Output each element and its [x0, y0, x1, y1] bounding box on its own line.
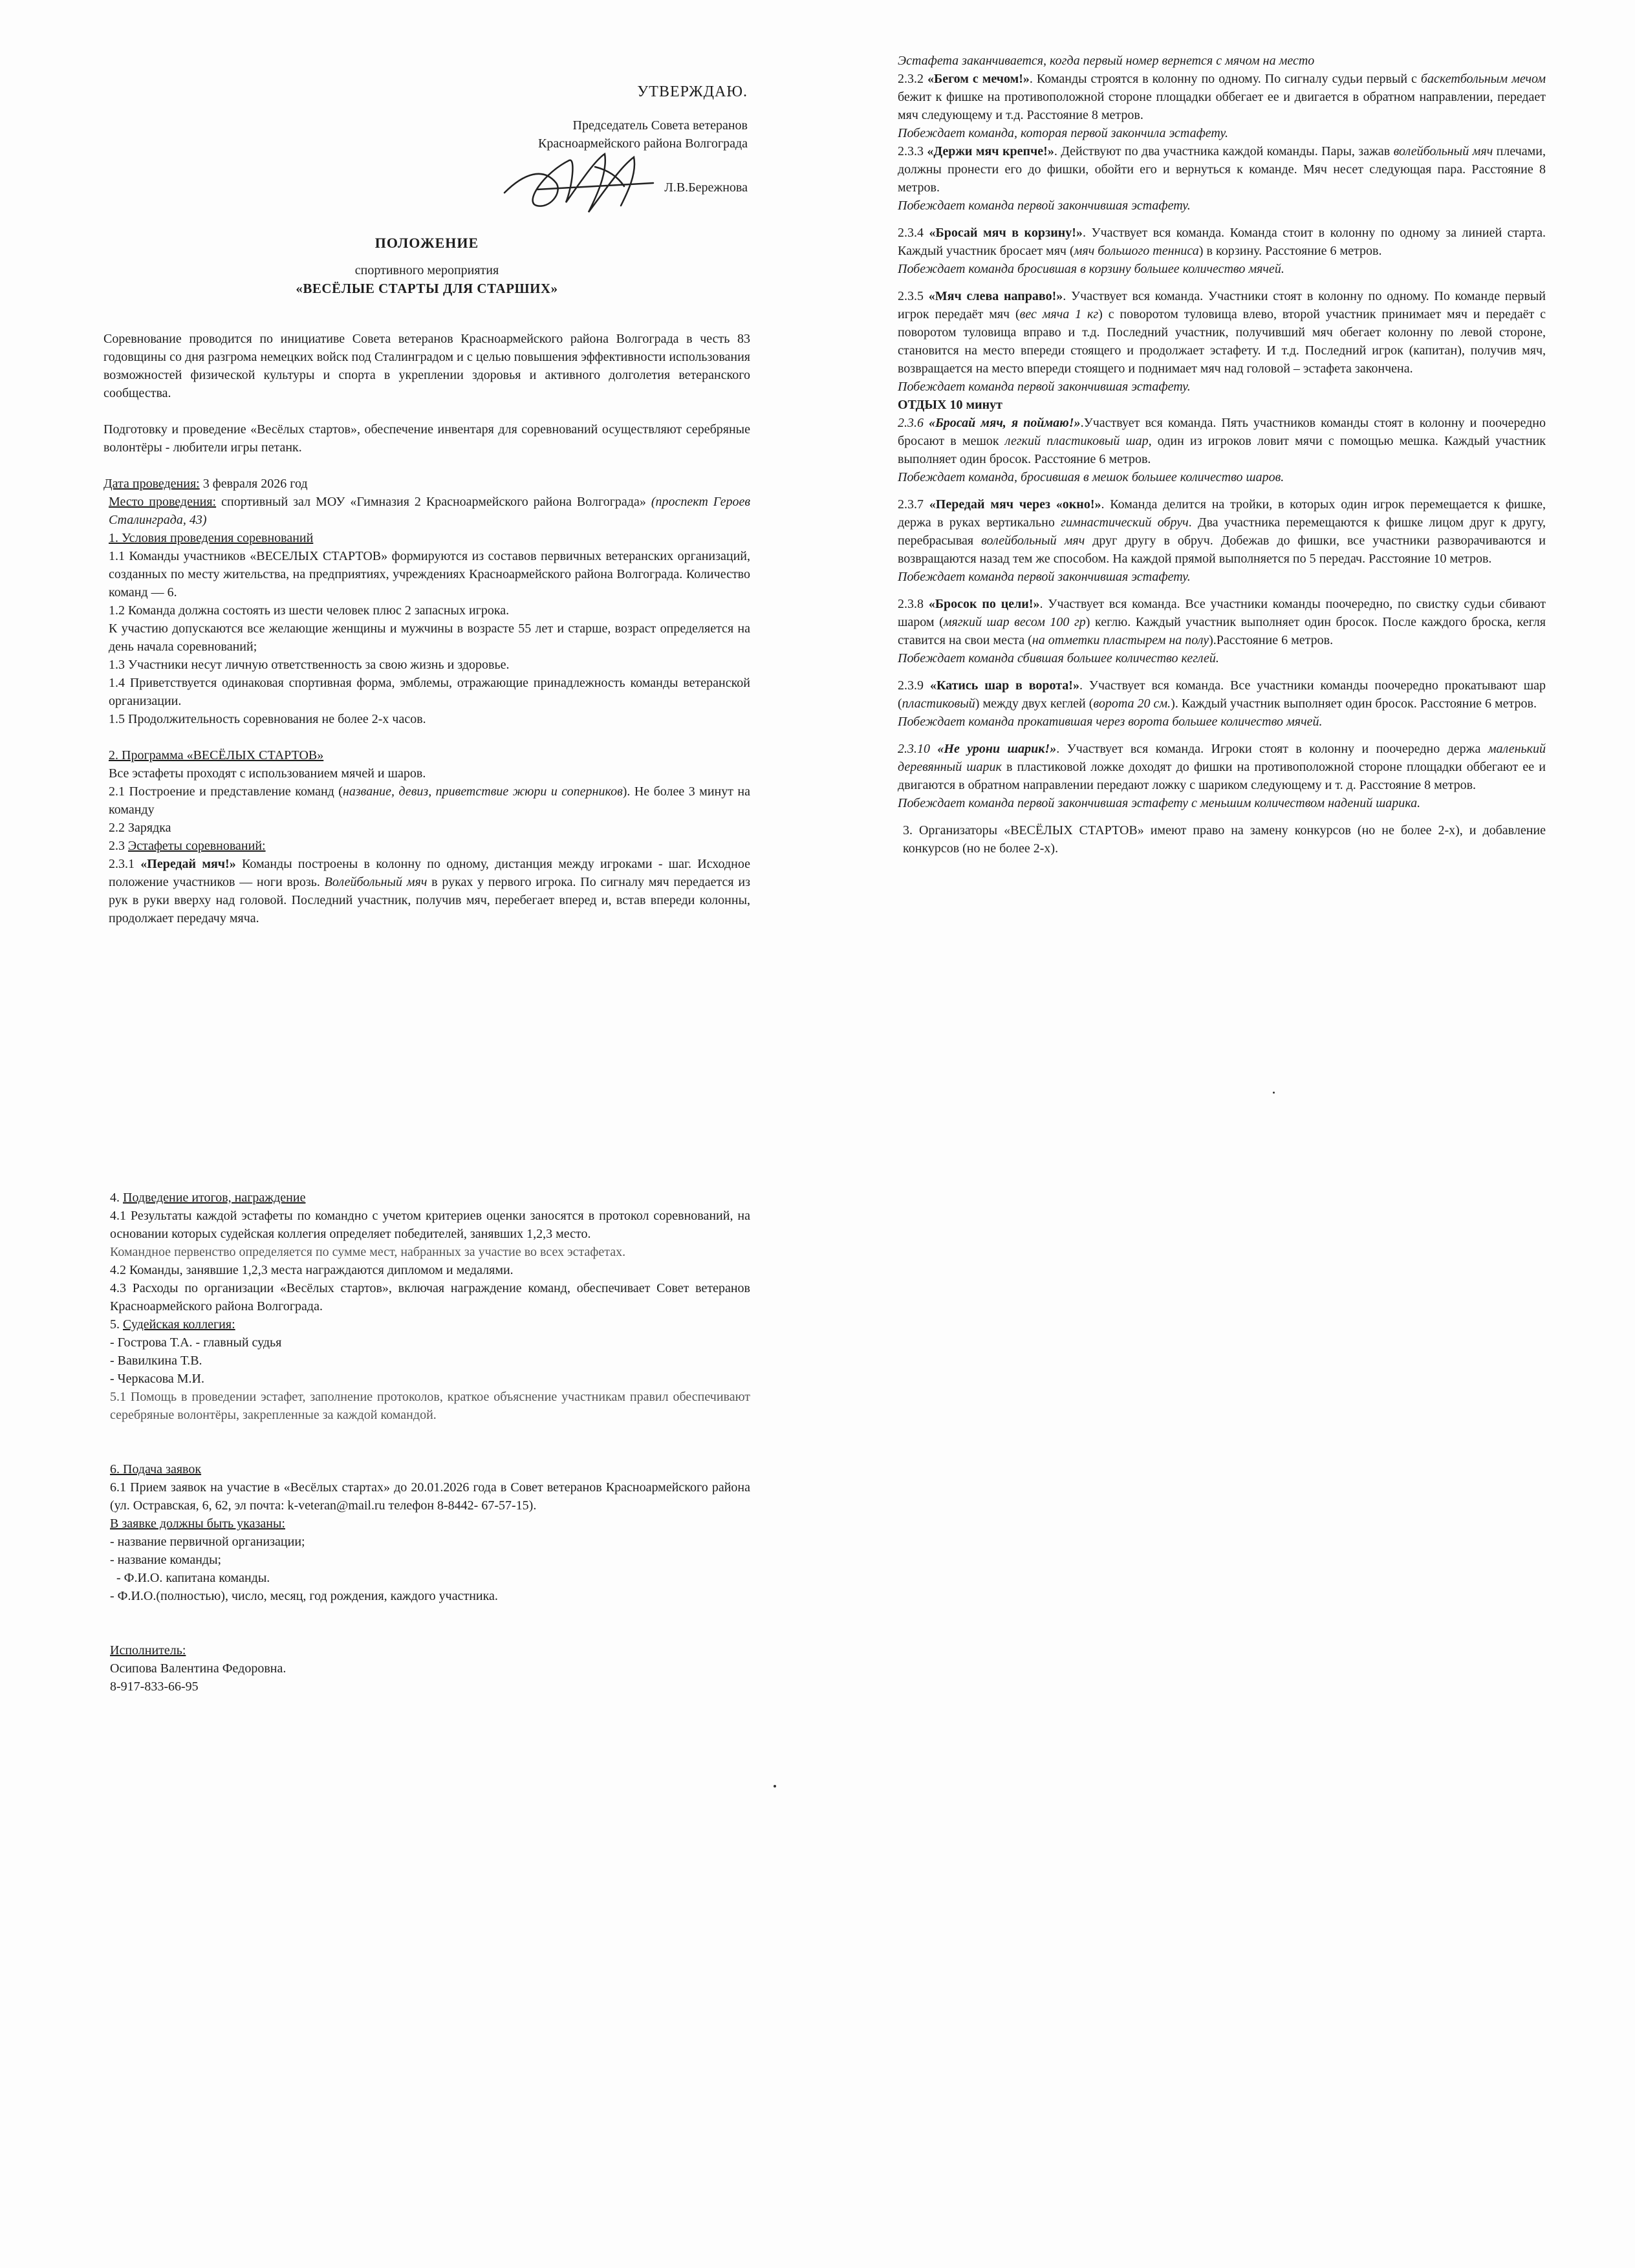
section3-text: 3. Организаторы «ВЕСЁЛЫХ СТАРТОВ» имеют право на замену конкурсов (но не более 2-х), и добавление конкурсов (но не более 2-х).: [903, 823, 1546, 856]
relay-2-3-7: [898, 495, 1546, 568]
section2-intro: Все эстафеты проходят с использованием мячей и шаров.: [109, 766, 426, 781]
application-item-4: - Ф.И.О.(полностью), число, месяц, год рождения, каждого участника.: [110, 1589, 498, 1603]
section2-item-3-num: 2.3: [109, 839, 128, 853]
relay-2-3-5-text1: . Участвует вся команда. Участники стоят в колонну по одному. По команде первый игрок передаёт мяч (: [898, 289, 1546, 321]
section1-item-4: 1.4 Приветствуется одинаковая спортивная форма, эмблемы, отражающие принадлежность команды ветеранской организации.: [109, 676, 750, 708]
left-column-top: [103, 330, 750, 927]
relay-2-3-1-italic: Волейбольный мяч: [324, 875, 428, 889]
section2-item-3-heading: Эстафеты соревнований:: [128, 839, 266, 853]
executor-label: Исполнитель:: [110, 1643, 186, 1658]
judge-1: - Гострова Т.А. - главный судья: [110, 1335, 282, 1350]
relay-2-3-3-text2: плечами, должны пронести его до фишки, обойти его и вернуться к команде. Мяч несет следующая пара. Расстояние 8 метров.: [898, 144, 1546, 195]
section1-item-5: 1.5 Продолжительность соревнования не более 2-х часов.: [109, 712, 426, 726]
section4-num: 4.: [110, 1191, 123, 1205]
approver-name: Л.В.Бережнова: [664, 180, 748, 195]
application-item-2: - название команды;: [110, 1553, 222, 1567]
relay-2-3-5-italic: вес мяча 1 кг: [1019, 307, 1099, 321]
section5-title: Судейская коллегия:: [123, 1317, 235, 1332]
date-label: Дата проведения:: [103, 477, 200, 491]
relay-2-3-6-winner: Побеждает команда, бросившая в мешок большее количество шаров.: [898, 470, 1284, 484]
relay-2-3-10-num: 2.3.10: [898, 742, 938, 756]
judge-2: - Вавилкина Т.В.: [110, 1354, 202, 1368]
relay-2-3-5-name: «Мяч слева направо!»: [928, 289, 1063, 303]
scan-speck: [1273, 1092, 1275, 1094]
relay-2-3-10-name: «Не урони шарик!»: [937, 742, 1057, 756]
relay-2-3-7-num: 2.3.7: [898, 497, 929, 512]
section6-heading: 6. Подача заявок: [110, 1462, 202, 1476]
relay-2-3-7-text3: друг другу в обруч. Добежав до фишки, все участники разворачиваются и возвращаются назад тем же способом. На каждой прямой выполняется по 5 передач. Расстояние 10 метров.: [898, 534, 1546, 566]
relay-2-3-3-winner: Побеждает команда первой закончившая эстафету.: [898, 199, 1191, 213]
relay-2-3-5-num: 2.3.5: [898, 289, 929, 303]
signature-icon: [498, 147, 660, 219]
section2-item-1: [103, 783, 750, 819]
intro-volunteers: Подготовку и проведение «Весёлых стартов», обеспечение инвентаря для соревнований осуществляют серебряные волонтёры - любители игры петанк.: [103, 422, 750, 455]
approve-label: УТВЕРЖДАЮ.: [637, 83, 748, 100]
relay-2-3-2-text1: . Команды строятся в колонну по одному. По сигналу судьи первый с: [1029, 72, 1421, 86]
relay-2-3-9-text2: ) между двух кеглей (: [975, 697, 1094, 711]
relay-2-3-4-num: 2.3.4: [898, 226, 929, 240]
relay-2-3-10-text1: . Участвует вся команда. Игроки стоят в колонну и поочередно держа: [1056, 742, 1488, 756]
relay-2-3-10-winner: Побеждает команда первой закончившая эстафету с меньшим количеством надений шарика.: [898, 796, 1421, 810]
rest-break: ОТДЫХ 10 минут: [898, 398, 1002, 412]
relay-2-3-8-name: «Бросок по цели!»: [928, 597, 1040, 611]
relay-2-3-8-num: 2.3.8: [898, 597, 929, 611]
relay-2-3-8-italic1: мягкий шар весом 100 гр: [943, 615, 1086, 629]
judge-3: - Черкасова М.И.: [110, 1372, 204, 1386]
relay-2-3-9-italic1: пластиковый: [902, 697, 975, 711]
event-date: [103, 475, 750, 493]
relay-2-3-4-name: «Бросай мяч в корзину!»: [929, 226, 1083, 240]
date-value: 3 февраля 2026 год: [199, 477, 308, 491]
section2-item-1-italic: название, девиз, приветствие жюри и соперников: [342, 784, 623, 799]
section4-item-1b: Командное первенство определяется по сумме мест, набранных за участие во всех эстафетах.: [110, 1245, 626, 1259]
section2-heading: 2. Программа «ВЕСЁЛЫХ СТАРТОВ»: [109, 748, 324, 762]
relay-2-3-2-num: 2.3.2: [898, 72, 927, 86]
relay-2-3-3-name: «Держи мяч крепче!»: [927, 144, 1054, 158]
section4-item-1: 4.1 Результаты каждой эстафеты по командно с учетом критериев оценки заносятся в протокол соревнований, на основании которых судейская коллегия определяет победителей, занявших 1,2,3 место.: [110, 1209, 750, 1241]
section1-item-2b: К участию допускаются все желающие женщины и мужчины в возрасте 55 лет и старше, возраст определяется на день начала соревнований;: [109, 621, 750, 654]
relay-2-3-7-text2: . Два участника перемещаются к фишке лицом друг к другу, перебрасывая: [898, 515, 1546, 548]
place-label: Место проведения:: [109, 495, 217, 509]
relay-2-3-8-text3: ).Расстояние 6 метров.: [1209, 633, 1334, 647]
title-heading: ПОЛОЖЕНИЕ: [374, 235, 479, 251]
section1-item-3: 1.3 Участники несут личную ответственность за свою жизнь и здоровье.: [109, 658, 510, 672]
executor-name: Осипова Валентина Федоровна.: [110, 1661, 287, 1676]
section2-item-1-end: ). Не более 3 минут на команду: [109, 784, 750, 817]
relay-2-3-2-winner: Побеждает команда, которая первой закончила эстафету.: [898, 126, 1228, 140]
relay-2-3-1-num: 2.3.1: [109, 857, 141, 871]
relay-2-3-1-text1: Команды построены в колонну по одному, дистанция между игроками - шаг. Исходное положение участников — ноги врозь.: [109, 857, 750, 889]
relay-2-3-9-text1: . Участвует вся команда. Все участники команды поочередно прокатывают шар (: [898, 678, 1546, 711]
relay-2-3-3-text1: . Действуют по два участника каждой команды. Пары, зажав: [1054, 144, 1394, 158]
relay-2-3-4-winner: Побеждает команда бросившая в корзину большее количество мячей.: [898, 262, 1284, 276]
relay-2-3-6: [898, 414, 1546, 468]
section2-item-2: 2.2 Зарядка: [109, 821, 171, 835]
approver-position-line1: Председатель Совета ветеранов: [572, 118, 748, 133]
place-value: спортивный зал МОУ «Гимназия 2 Красноармейского района Волгограда»: [216, 495, 651, 509]
relay-2-3-6-text2: , один из игроков ловит мячи с помощью мешка. Каждый участник выполняет один бросок. Расстояние 6 метров.: [898, 434, 1546, 466]
section5-heading: [110, 1315, 750, 1334]
relay-2-3-5-text2: ) с поворотом туловища влево, второй участник принимает мяч и передаёт с поворотом туловища вправо и т.д. Последний участник, получивший мяч обегает колонну по левой стороне, становится на место впереди стоящего и продолжает эстафету. И т.д. Последний игрок (капитан), получив мяч, возвращается на место впереди стоящего и поднимает мяч над головой – эстафета закончена.: [898, 307, 1546, 376]
relay-2-3-7-italic2: волейбольный мяч: [981, 534, 1085, 548]
right-column: [898, 52, 1546, 858]
event-name: «ВЕСЁЛЫЕ СТАРТЫ ДЛЯ СТАРШИХ»: [296, 281, 558, 296]
section1-item-1: 1.1 Команды участников «ВЕСЕЛЫХ СТАРТОВ» формируются из составов первичных ветеранских организаций, созданных по месту жительства, на предприятиях, учреждениях Красноармейского района Волгограда. Количество команд — 6.: [109, 549, 750, 599]
application-item-3: - Ф.И.О. капитана команды.: [110, 1571, 270, 1585]
intro-paragraph: Соревнование проводится по инициативе Совета ветеранов Красноармейского района Волгограда в честь 83 годовщины со дня разгрома немецких войск под Сталинградом и с целью повышения эффективности использования возможностей физической культуры и спорта в укреплении здоровья и активного долголетия ветеранского сообщества.: [103, 332, 750, 400]
section1-item-2: 1.2 Команда должна состоять из шести человек плюс 2 запасных игрока.: [109, 603, 510, 618]
relay-2-3-1-name: «Передай мяч!»: [140, 857, 236, 871]
relay-2-3-6-num: 2.3.6: [898, 416, 929, 430]
relay-2-3-6-italic: легкий пластиковый шар: [1004, 434, 1149, 448]
executor-phone: 8-917-833-66-95: [110, 1679, 199, 1694]
event-place: [103, 493, 750, 529]
relay-2-3-4-italic: мяч большого тенниса: [1074, 244, 1199, 258]
section4-heading: [110, 1189, 750, 1207]
relay-2-3-7-winner: Побеждает команда первой закончившая эстафету.: [898, 570, 1191, 584]
relay-2-3-9-name: «Катись шар в ворота!»: [929, 678, 1079, 693]
relay-2-3-1-end: Эстафета заканчивается, когда первый номер вернется с мячом на место: [898, 54, 1315, 68]
relay-2-3-10: [898, 740, 1546, 794]
document-title: [233, 234, 621, 297]
relay-2-3-2-name: «Бегом с мечом!»: [927, 72, 1030, 86]
relay-2-3-3: [898, 142, 1546, 197]
relay-2-3-7-name: «Передай мяч через «окно!»: [929, 497, 1101, 512]
left-column-bottom: [110, 1189, 750, 1696]
relay-2-3-9-italic2: ворота 20 см.: [1093, 697, 1171, 711]
relay-2-3-8-text2: ) кеглю. Каждый участник выполняет один бросок. После каждого броска, кегля ставится на свои места (: [898, 615, 1546, 647]
place-address: (проспект Героев Сталинграда, 43): [109, 495, 751, 527]
relay-2-3-9: [898, 676, 1546, 713]
application-list-heading: В заявке должны быть указаны:: [110, 1517, 285, 1531]
relay-2-3-5-winner: Побеждает команда первой закончившая эстафету.: [898, 380, 1191, 394]
relay-2-3-8-italic2: на отметки пластырем на полу: [1032, 633, 1209, 647]
relay-2-3-1-text2: в руках у первого игрока. По сигналу мяч передается из рук в руки вверху над головой. Последний участник, получив мяч, перебегает вперед и, встав впереди колонны, продолжает передачу мяча.: [109, 875, 750, 925]
relay-2-3-10-text2: в пластиковой ложке доходят до фишки на противоположной стороне площадки оббегают ее и двигаются в обратном направлении передают ложку с шариком следующему и т. д. Расстояние 8 метров.: [898, 760, 1546, 792]
relay-2-3-4: [898, 224, 1546, 260]
relay-2-3-9-text3: ). Каждый участник выполняет один бросок. Расстояние 6 метров.: [1171, 697, 1537, 711]
relay-2-3-10-italic: маленький деревянный шарик: [898, 742, 1546, 774]
relay-2-3-2-text2: бежит к фишке на противоположной стороне площадки оббегает ее и двигается в обратном направлении, передает мяч следующему и т.д. Расстояние 8 метров.: [898, 90, 1546, 122]
section2-item-1-text: 2.1 Построение и представление команд (: [109, 784, 343, 799]
title-subheading: спортивного мероприятия: [354, 263, 499, 277]
relay-2-3-6-name: «Бросай мяч, я поймаю!»: [929, 416, 1081, 430]
section4-item-2: 4.2 Команды, занявшие 1,2,3 места награждаются дипломом и медалями.: [110, 1263, 514, 1277]
relay-2-3-1: [103, 855, 750, 927]
relay-2-3-7-text1: . Команда делится на тройки, в которых один игрок перемещается к фишке, держа в руках вертикально: [898, 497, 1546, 530]
relay-2-3-2-italic: баскетбольным мечом: [1420, 72, 1546, 86]
relay-2-3-6-text1: .Участвует вся команда. Пять участников команды стоят в колонну и поочередно бросают в мешок: [898, 416, 1546, 448]
relay-2-3-9-num: 2.3.9: [898, 678, 930, 693]
section2-item-3: [103, 837, 750, 855]
relay-2-3-8: [898, 595, 1546, 649]
relay-2-3-7-italic1: гимнастический обруч: [1061, 515, 1189, 530]
relay-2-3-5: [898, 287, 1546, 378]
section4-item-3: 4.3 Расходы по организации «Весёлых стартов», включая награждение команд, обеспечивает Совет ветеранов Красноармейского района Волгограда.: [110, 1281, 750, 1313]
relay-2-3-8-winner: Побеждает команда сбившая большее количество кеглей.: [898, 651, 1219, 665]
section4-title: Подведение итогов, награждение: [123, 1191, 306, 1205]
relay-2-3-8-text1: . Участвует вся команда. Все участники команды поочередно, по свистку судьи сбивают шаром (: [898, 597, 1546, 629]
section5-num: 5.: [110, 1317, 123, 1332]
application-item-1: - название первичной организации;: [110, 1535, 305, 1549]
relay-2-3-2: [898, 70, 1546, 124]
approver-position-line2: Красноармейского района Волгограда: [538, 136, 748, 151]
section6-item-1: 6.1 Прием заявок на участие в «Весёлых стартах» до 20.01.2026 года в Совет ветеранов Красноармейского района (ул. Остравская, 6, 62, эл почта: k-veteran@mail.ru телефон 8-8442- 67-57-15).: [110, 1480, 750, 1513]
relay-2-3-4-text2: ) в корзину. Расстояние 6 метров.: [1198, 244, 1382, 258]
section1-heading: 1. Условия проведения соревнований: [109, 531, 314, 545]
relay-2-3-9-winner: Побеждает команда прокатившая через ворота большее количество мячей.: [898, 715, 1323, 729]
relay-2-3-3-italic: волейбольный мяч: [1393, 144, 1493, 158]
scan-speck: [774, 1785, 776, 1787]
relay-2-3-4-text1: . Участвует вся команда. Команда стоит в колонну по одному за линией старта. Каждый участник бросает мяч (: [898, 226, 1546, 258]
relay-2-3-3-num: 2.3.3: [898, 144, 927, 158]
section5-item-1: 5.1 Помощь в проведении эстафет, заполнение протоколов, краткое объяснение участникам правил обеспечивают серебряные волонтёры, закрепленные за каждой командой.: [110, 1390, 750, 1422]
